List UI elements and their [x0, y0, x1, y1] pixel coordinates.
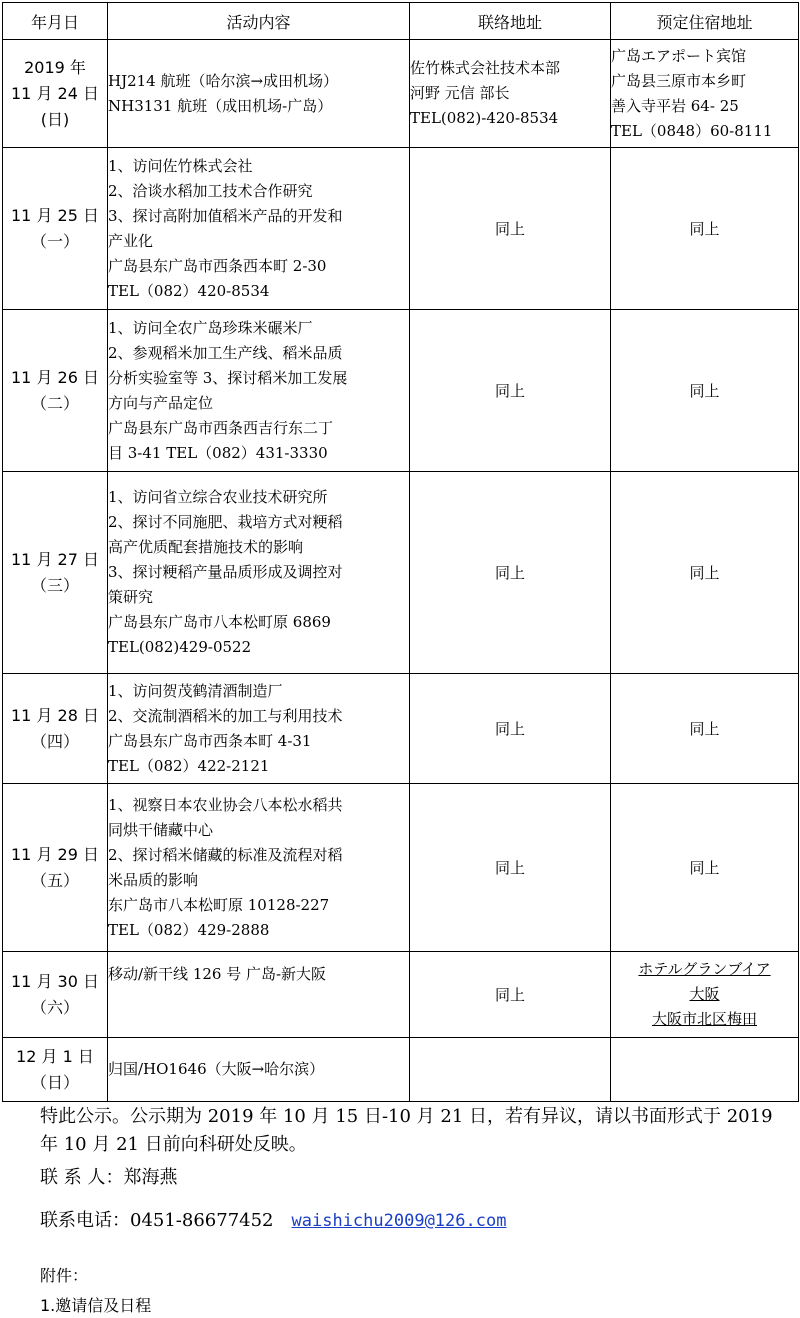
table-row — [3, 40, 799, 148]
date-cell: 11 月 29 日 （五） — [3, 784, 108, 952]
table-row — [3, 148, 799, 310]
contact-cell: 同上 — [410, 952, 611, 1038]
contact-cell: 同上 — [410, 472, 611, 674]
activity-cell: 1、视察日本农业协会八本松水稻共 同烘干储藏中心 2、探讨稻米储藏的标准及流程对稻 米品质的影响 东广岛市八本松町原 10128-227 TEL（082）429-2888 — [108, 784, 410, 952]
hotel-cell: 同上 — [611, 674, 799, 784]
notice-text: 特此公示。公示期为 2019 年 10 月 15 日-10 月 21 日，若有异议，请以书面形式于 2019 年 10 月 21 日前向科研处反映。 — [40, 1106, 773, 1155]
phone-label: 联系电话： — [40, 1210, 130, 1231]
contact-cell — [410, 1038, 611, 1102]
hotel-cell: 广岛エアポート宾馆 广岛县三原市本乡町 善入寺平岩 64- 25 TEL（0848）60-8111 — [611, 40, 799, 148]
date-cell: 2019 年 11 月 24 日 (日) — [3, 40, 108, 148]
hotel-cell: 同上 — [611, 784, 799, 952]
contact-cell: 佐竹株式会社技术本部 河野 元信 部长 TEL(082)-420-8534 — [410, 40, 611, 148]
contact-cell: 同上 — [410, 784, 611, 952]
contact-cell: 同上 — [410, 148, 611, 310]
table-row — [3, 952, 799, 1038]
schedule-table — [2, 2, 799, 1102]
activity-cell: 1、访问全农广岛珍珠米碾米厂 2、参观稻米加工生产线、稻米品质 分析实验室等 3、探讨稻米加工发展 方向与产品定位 广岛县东广岛市西条西吉行东二丁 目 3-41 TEL（082）431-3330 — [108, 310, 410, 472]
contact-cell: 同上 — [410, 674, 611, 784]
date-cell: 11 月 27 日 （三） — [3, 472, 108, 674]
hotel-cell: 同上 — [611, 148, 799, 310]
header-activity: 活动内容 — [108, 3, 410, 40]
date-cell: 11 月 26 日 （二） — [3, 310, 108, 472]
date-cell: 11 月 25 日 （一） — [3, 148, 108, 310]
activity-cell: 1、访问省立综合农业技术研究所 2、探讨不同施肥、栽培方式对粳稻 高产优质配套措施技术的影响 3、探讨粳稻产量品质形成及调控对 策研究 广岛县东广岛市八本松町原 6869 TEL(082)429-0522 — [108, 472, 410, 674]
hotel-cell: ホテルグランブイア 大阪 大阪市北区梅田 — [611, 952, 799, 1038]
table-row — [3, 310, 799, 472]
email-link[interactable]: waishichu2009@126.com — [291, 1211, 507, 1231]
activity-cell: 归国/HO1646（大阪→哈尔滨） — [108, 1038, 410, 1102]
contact-person-line — [40, 1163, 177, 1189]
date-cell: 12 月 1 日 （日） — [3, 1038, 108, 1102]
table-row — [3, 674, 799, 784]
header-hotel: 预定住宿地址 — [611, 3, 799, 40]
table-row — [3, 784, 799, 952]
date-cell: 11 月 30 日 （六） — [3, 952, 108, 1038]
table-row — [3, 1038, 799, 1102]
header-contact: 联络地址 — [410, 3, 611, 40]
header-date: 年月日 — [3, 3, 108, 40]
activity-cell: HJ214 航班（哈尔滨→成田机场） NH3131 航班（成田机场-广岛） — [108, 40, 410, 148]
attachment-item: 1.邀请信及日程 — [40, 1296, 152, 1315]
date-cell: 11 月 28 日 （四） — [3, 674, 108, 784]
activity-cell: 移动/新干线 126 号 广岛-新大阪 — [108, 952, 410, 1038]
table-row — [3, 472, 799, 674]
contact-person-name: 郑海燕 — [123, 1167, 178, 1188]
table-header-row — [3, 3, 799, 40]
activity-cell: 1、访问佐竹株式会社 2、洽谈水稻加工技术合作研究 3、探讨高附加值稻米产品的开发和 产业化 广岛县东广岛市西条西本町 2-30 TEL（082）420-8534 — [108, 148, 410, 310]
hotel-cell — [611, 1038, 799, 1102]
activity-cell: 1、访问贺茂鹤清酒制造厂 2、交流制酒稻米的加工与利用技术 广岛县东广岛市西条本町 4-31 TEL（082）422-2121 — [108, 674, 410, 784]
hotel-cell: 同上 — [611, 310, 799, 472]
hotel-cell: 同上 — [611, 472, 799, 674]
phone-number: 0451-86677452 — [130, 1210, 274, 1231]
notice-block — [40, 1103, 780, 1159]
phone-line — [40, 1206, 506, 1232]
attachment-label: 附件： — [40, 1266, 89, 1285]
contact-cell: 同上 — [410, 310, 611, 472]
contact-person-label: 联 系 人： — [40, 1167, 124, 1188]
